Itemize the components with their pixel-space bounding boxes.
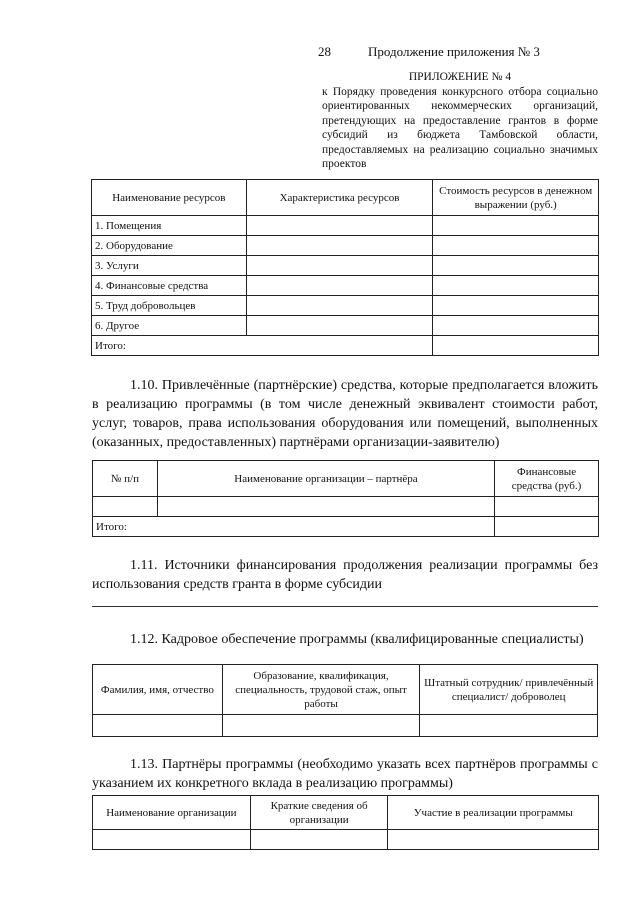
- resource-characteristic-cell[interactable]: [246, 236, 433, 256]
- resource-characteristic-cell[interactable]: [246, 256, 433, 276]
- col-header-participation: Участие в реализации программы: [388, 796, 599, 830]
- resource-characteristic-cell[interactable]: [246, 276, 433, 296]
- partner-funds-total-label: Итого:: [93, 517, 495, 537]
- resources-table: [91, 179, 599, 356]
- resource-cost-cell[interactable]: [433, 316, 599, 336]
- full-name-cell[interactable]: [93, 715, 223, 737]
- col-header-number: № п/п: [93, 461, 158, 497]
- col-header-partner-org: Наименование организации – партнёра: [157, 461, 494, 497]
- partner-org-cell[interactable]: [157, 497, 494, 517]
- table-row: [93, 715, 598, 737]
- org-info-cell[interactable]: [250, 830, 388, 850]
- section-1-11-text: 1.11. Источники финансирования продолжения реализации программы без использования средств гранта в форме субсидии: [92, 558, 598, 592]
- table-row: [92, 276, 599, 296]
- col-header-partner-funds: Финансовые средства (руб.): [495, 461, 599, 497]
- resource-characteristic-cell[interactable]: [246, 216, 433, 236]
- partner-funds-table: [92, 460, 599, 537]
- staff-table: [92, 664, 598, 737]
- col-header-org-name: Наименование организации: [93, 796, 251, 830]
- col-header-resource-cost: Стоимость ресурсов в денежном выражении (руб.): [433, 180, 599, 216]
- resource-row-label: 6. Другое: [92, 316, 247, 336]
- col-header-resource-name: Наименование ресурсов: [92, 180, 247, 216]
- participation-cell[interactable]: [388, 830, 599, 850]
- resource-cost-cell[interactable]: [433, 236, 599, 256]
- annex-text: к Порядку проведения конкурсного отбора социально ориентированных некоммерческих организаций, претендующих на предоставление грантов в форме субсидий из бюджета Тамбовской области, предоставляемых на реализацию социально значимых проектов: [322, 85, 598, 170]
- continuation-note: Продолжение приложения № 3: [368, 44, 540, 59]
- col-header-full-name: Фамилия, имя, отчество: [93, 665, 223, 715]
- section-1-12-text: 1.12. Кадровое обеспечение программы (квалифицированные специалисты): [130, 632, 584, 647]
- resource-cost-cell[interactable]: [433, 216, 599, 236]
- resource-row-label: 2. Оборудование: [92, 236, 247, 256]
- table-row: [92, 236, 599, 256]
- table-row: [92, 216, 599, 236]
- fill-in-line[interactable]: [92, 606, 598, 607]
- resource-row-label: 1. Помещения: [92, 216, 247, 236]
- table-row: [92, 256, 599, 276]
- col-header-resource-characteristic: Характеристика ресурсов: [246, 180, 433, 216]
- section-1-10-text: 1.10. Привлечённые (партнёрские) средства, которые предполагается вложить в реализацию программы (в том числе денежный эквивалент стоимости работ, услуг, товаров, права использования оборудования или помещений, выполненных (оказанных, предоставленных) партнёрами организации-заявителю): [92, 378, 598, 450]
- section-1-13-text: 1.13. Партнёры программы (необходимо указать всех партнёров программы с указанием их конкретного вклада в реализацию программы): [92, 757, 598, 791]
- resource-characteristic-cell[interactable]: [246, 316, 433, 336]
- col-header-staff-status: Штатный сотрудник/ привлечённый специалист/ доброволец: [420, 665, 598, 715]
- col-header-qualification: Образование, квалификация, специальность, трудовой стаж, опыт работы: [222, 665, 420, 715]
- table-row: [93, 830, 599, 850]
- annex-block: [322, 70, 598, 172]
- staff-status-cell[interactable]: [420, 715, 598, 737]
- number-cell[interactable]: [93, 497, 158, 517]
- resource-cost-cell[interactable]: [433, 256, 599, 276]
- resource-characteristic-cell[interactable]: [246, 296, 433, 316]
- partner-funds-cell[interactable]: [495, 497, 599, 517]
- qualification-cell[interactable]: [222, 715, 420, 737]
- table-row: [92, 296, 599, 316]
- table-row: [92, 336, 599, 356]
- annex-title: ПРИЛОЖЕНИЕ № 4: [408, 71, 512, 83]
- org-name-cell[interactable]: [93, 830, 251, 850]
- table-row: [93, 497, 599, 517]
- page-number: 28: [318, 44, 331, 59]
- resources-total-label: Итого:: [92, 336, 433, 356]
- resource-row-label: 4. Финансовые средства: [92, 276, 247, 296]
- partners-table: [92, 795, 599, 850]
- col-header-org-info: Краткие сведения об организации: [250, 796, 388, 830]
- table-row: [92, 316, 599, 336]
- resource-cost-cell[interactable]: [433, 296, 599, 316]
- partner-funds-total-cell[interactable]: [495, 517, 599, 537]
- resource-row-label: 3. Услуги: [92, 256, 247, 276]
- resources-total-cell[interactable]: [433, 336, 599, 356]
- resource-row-label: 5. Труд добровольцев: [92, 296, 247, 316]
- resource-cost-cell[interactable]: [433, 276, 599, 296]
- table-row: [93, 517, 599, 537]
